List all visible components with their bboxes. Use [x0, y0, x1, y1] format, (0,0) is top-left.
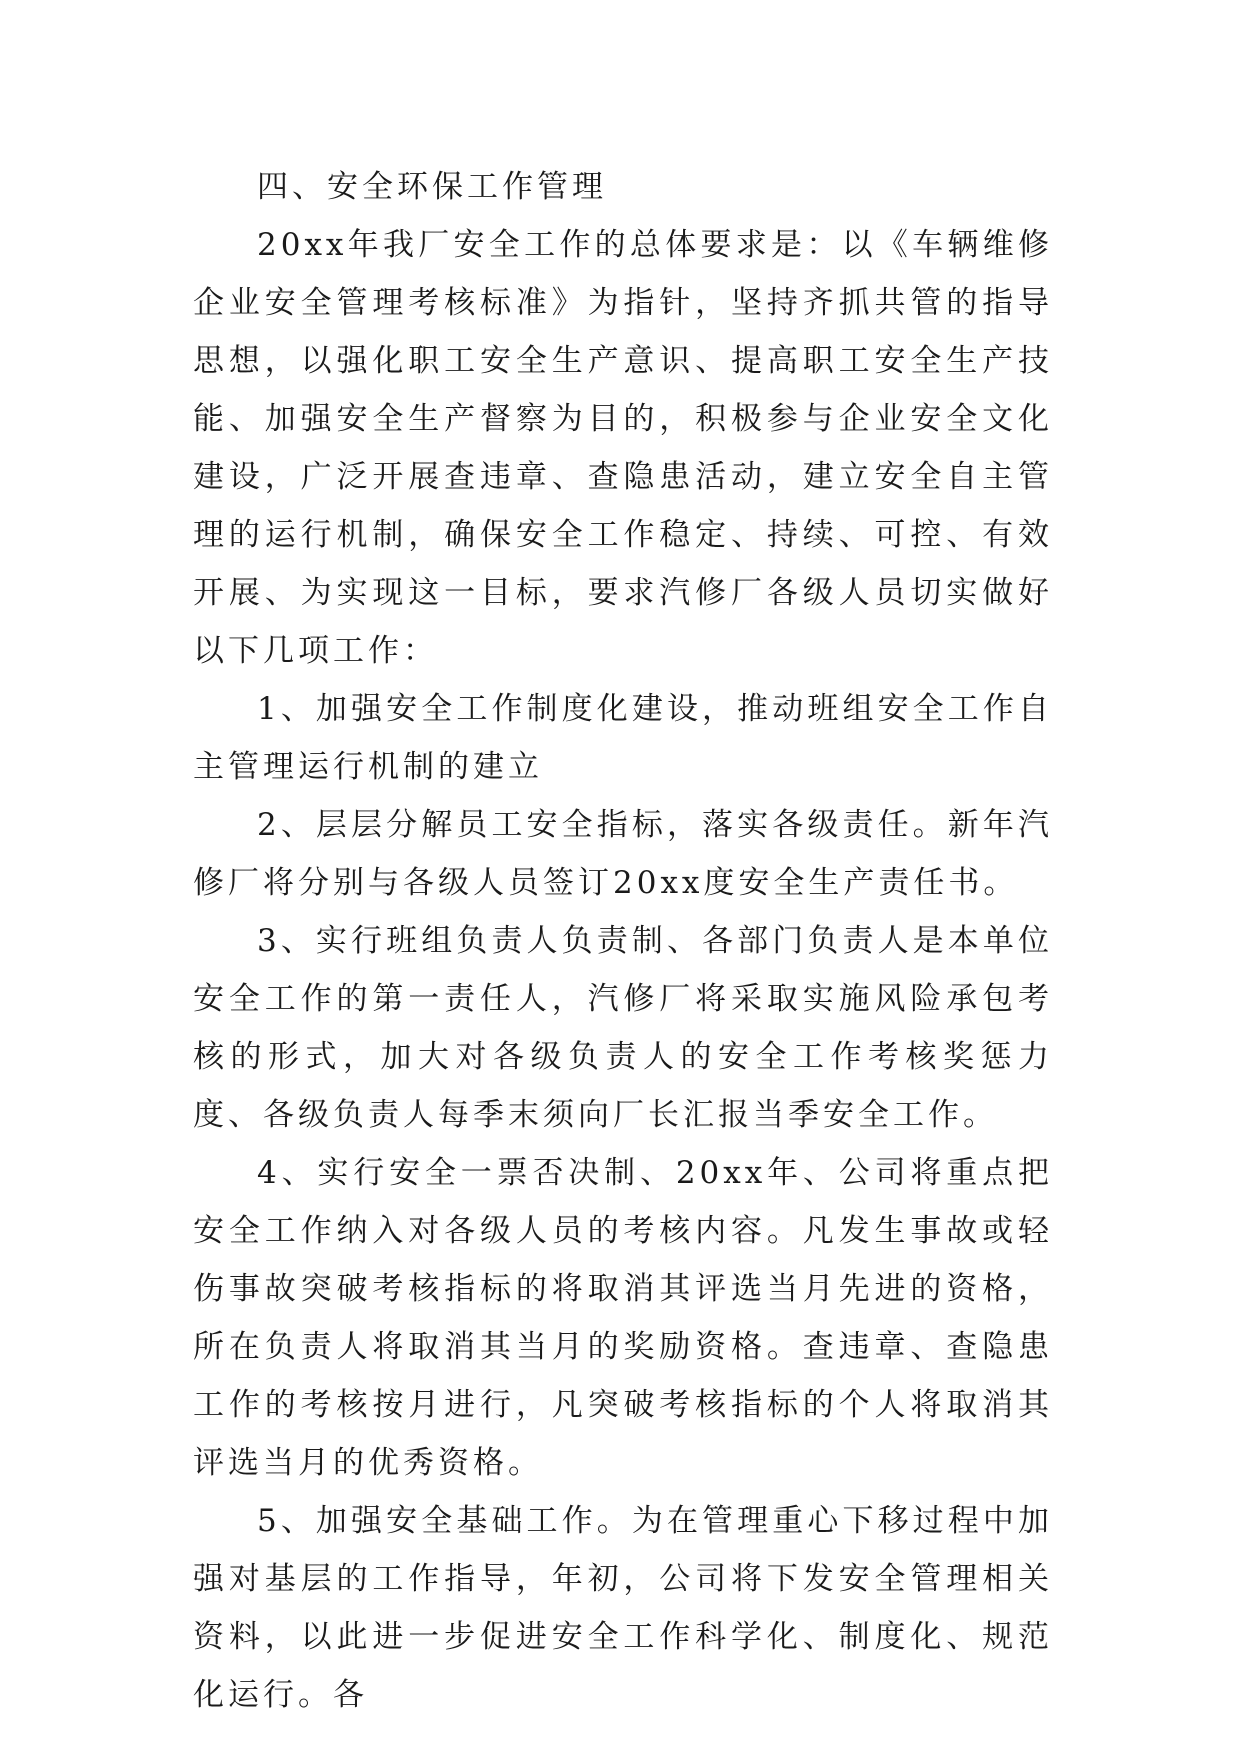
paragraph-item-4: 4、实行安全一票否决制、20xx年、公司将重点把安全工作纳入对各级人员的考核内容。凡发生事故或轻伤事故突破考核指标的将取消其评选当月先进的资格，所在负责人将取消其当月的奖励资格。查违章、查隐患工作的考核按月进行，凡突破考核指标的个人将取消其评选当月的优秀资格。	[193, 1155, 1053, 1481]
paragraph-item-1: 1、加强安全工作制度化建设，推动班组安全工作自主管理运行机制的建立	[193, 691, 1053, 785]
document-body	[193, 158, 1053, 1724]
paragraph-item-2: 2、层层分解员工安全指标，落实各级责任。新年汽修厂将分别与各级人员签订20xx度安全生产责任书。	[193, 807, 1053, 901]
paragraph-item-5: 5、加强安全基础工作。为在管理重心下移过程中加强对基层的工作指导，年初，公司将下发安全管理相关资料，以此进一步促进安全工作科学化、制度化、规范化运行。各	[193, 1503, 1053, 1713]
section-heading: 四、安全环保工作管理	[257, 169, 607, 205]
paragraph-overview: 20xx年我厂安全工作的总体要求是：以《车辆维修企业安全管理考核标准》为指针，坚持齐抓共管的指导思想，以强化职工安全生产意识、提高职工安全生产技能、加强安全生产督察为目的，积极参与企业安全文化建设，广泛开展查违章、查隐患活动，建立安全自主管理的运行机制，确保安全工作稳定、持续、可控、有效开展、为实现这一目标，要求汽修厂各级人员切实做好以下几项工作：	[193, 227, 1053, 669]
paragraph-item-3: 3、实行班组负责人负责制、各部门负责人是本单位安全工作的第一责任人，汽修厂将采取实施风险承包考核的形式，加大对各级负责人的安全工作考核奖惩力度、各级负责人每季末须向厂长汇报当季安全工作。	[193, 923, 1053, 1133]
